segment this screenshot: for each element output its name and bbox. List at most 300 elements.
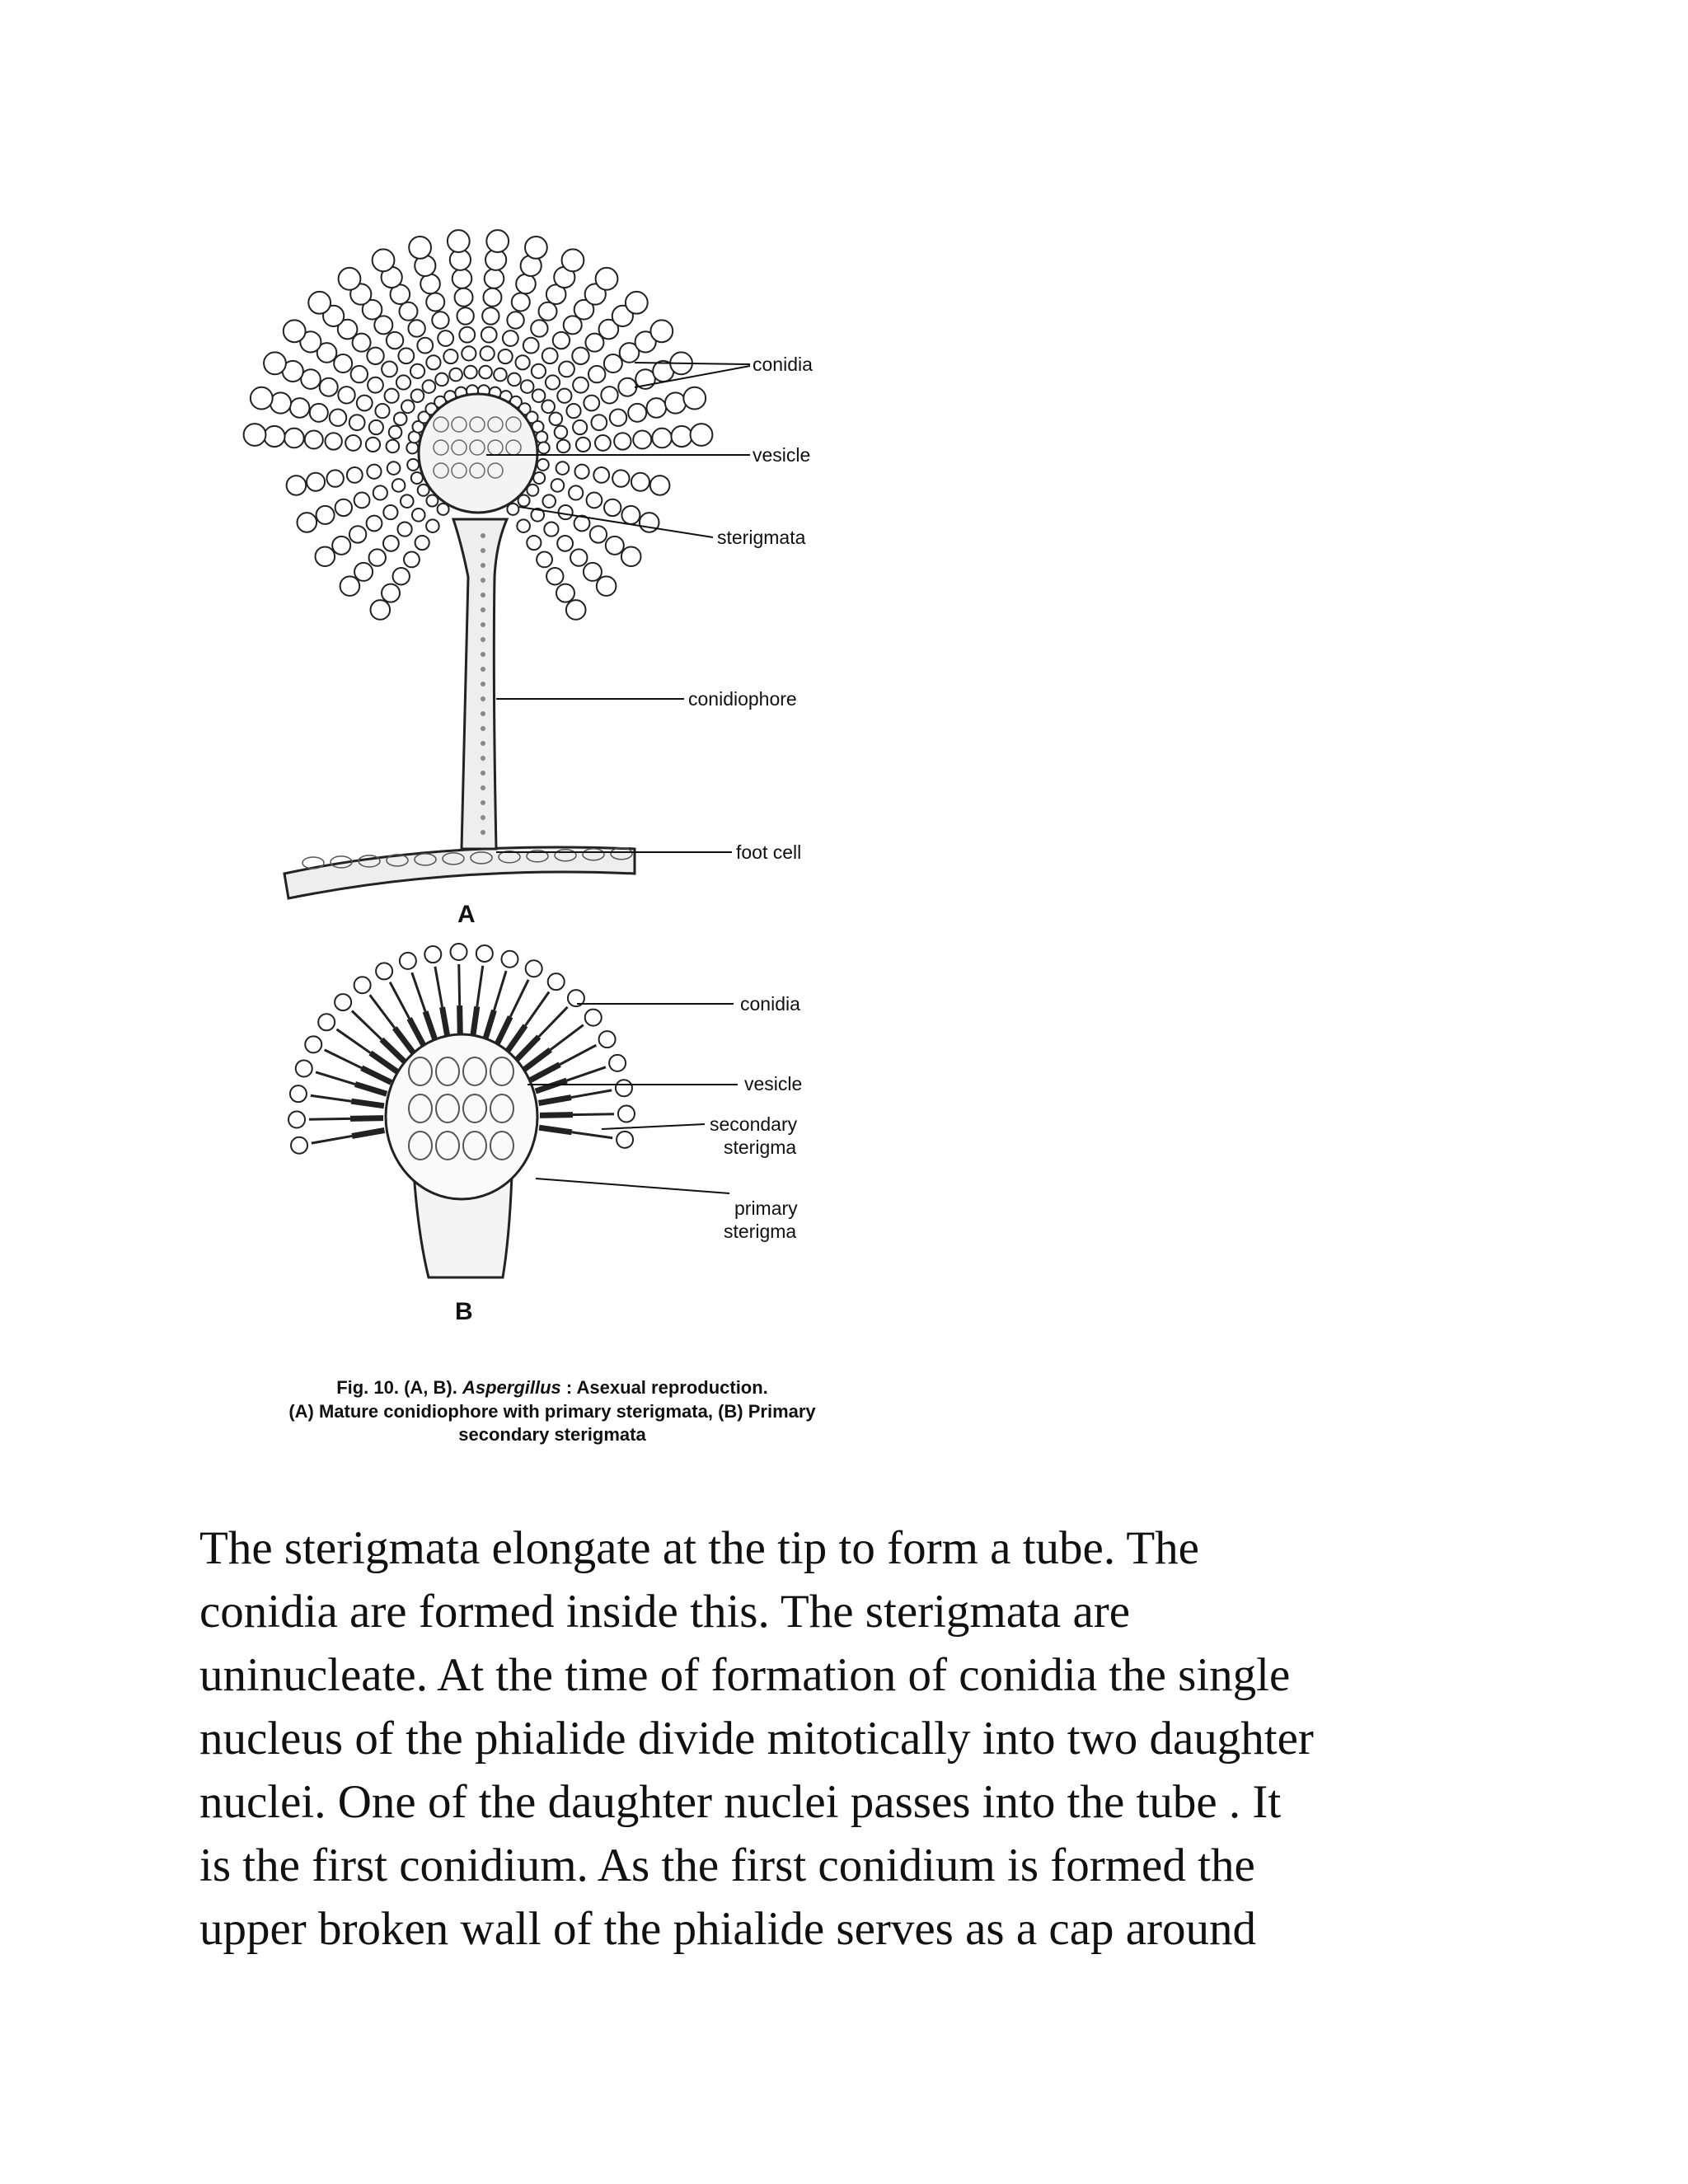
conidium: [462, 346, 476, 360]
secondary-sterigma: [459, 964, 460, 1005]
conidium: [296, 1061, 312, 1077]
conidium: [537, 552, 552, 568]
conidium: [601, 387, 617, 403]
conidium: [351, 366, 368, 382]
conidium: [590, 526, 607, 542]
conidium: [464, 366, 477, 379]
conidium: [264, 352, 286, 374]
conidium: [326, 470, 343, 486]
conidium: [411, 472, 423, 484]
primary-sterigma: [362, 1068, 392, 1083]
conidium: [382, 584, 400, 602]
secondary-sterigma: [525, 991, 549, 1025]
conidium: [400, 953, 416, 969]
stalk-granule: [481, 771, 485, 776]
conidium: [650, 476, 670, 495]
label-a-vesicle: vesicle: [753, 444, 811, 466]
conidium: [628, 404, 646, 422]
primary-sterigma: [485, 1010, 495, 1042]
conidium: [610, 410, 626, 426]
conidium: [387, 440, 400, 453]
primary-sterigma: [370, 1053, 397, 1072]
conidium: [411, 389, 424, 402]
conidium: [533, 472, 545, 484]
conidium: [515, 355, 529, 369]
leader-line: [602, 1124, 705, 1129]
conidium: [523, 338, 539, 354]
paragraph-line: nucleus of the phialide divide mitotically into two daughter: [199, 1713, 1314, 1765]
panel-b-letter: B: [455, 1298, 473, 1325]
secondary-sterigma: [311, 1095, 352, 1101]
conidium: [597, 576, 617, 596]
conidium: [537, 459, 549, 471]
label-a-sterigmata: sterigmata: [717, 527, 806, 548]
label-b-secondary-sterigma: sterigma: [724, 1137, 797, 1158]
conidium: [401, 494, 414, 508]
primary-sterigma: [395, 1028, 415, 1054]
conidium: [671, 426, 692, 447]
conidium: [556, 462, 570, 475]
conidium: [587, 493, 603, 509]
conidium: [291, 1137, 307, 1154]
primary-sterigma: [506, 1025, 525, 1052]
stalk-granule: [481, 622, 485, 627]
conidium: [367, 516, 382, 532]
conidium: [310, 404, 328, 422]
conidium: [369, 420, 383, 434]
conidium: [570, 549, 587, 565]
conidium: [410, 364, 424, 378]
conidium: [244, 424, 266, 446]
secondary-sterigma: [567, 1067, 606, 1080]
conidium: [532, 364, 546, 378]
conidium: [584, 396, 599, 411]
primary-sterigma: [351, 1101, 384, 1106]
conidium: [345, 435, 361, 451]
stalk-granule: [481, 830, 485, 835]
secondary-sterigma: [571, 1090, 612, 1098]
conidium: [557, 440, 570, 453]
figure-caption: [190, 1376, 915, 1447]
conidium: [315, 546, 335, 566]
conidium: [546, 375, 560, 389]
conidium: [591, 415, 607, 430]
conidium: [486, 230, 509, 252]
caption-line-3: secondary sterigmata: [458, 1424, 646, 1446]
conidium: [290, 1085, 307, 1102]
conidium: [647, 398, 667, 418]
conidium: [595, 435, 611, 451]
conidium: [596, 268, 618, 290]
conidium: [512, 293, 530, 311]
secondary-sterigma: [539, 1007, 568, 1037]
conidium: [449, 368, 462, 382]
caption-line-1: Fig. 10. (A, B). Aspergillus : Asexual reproduction.: [336, 1377, 768, 1398]
conidium: [549, 412, 562, 425]
conidium: [316, 506, 335, 524]
secondary-sterigma: [312, 1136, 352, 1143]
primary-sterigma: [350, 1118, 383, 1119]
conidium: [526, 960, 542, 977]
conidium: [284, 429, 304, 448]
conidium: [330, 410, 346, 426]
conidium: [555, 426, 568, 439]
conidium: [305, 1036, 321, 1052]
conidium: [290, 398, 310, 418]
conidium: [385, 389, 399, 403]
leader-line: [635, 363, 750, 364]
conidium: [339, 268, 361, 290]
primary-sterigma: [540, 1115, 573, 1116]
conidium: [398, 348, 414, 363]
stalk-granule: [481, 652, 485, 657]
conidium: [617, 1132, 633, 1148]
conidium: [392, 479, 406, 492]
conidium: [347, 467, 363, 483]
conidium: [508, 373, 521, 387]
conidium: [426, 355, 440, 369]
conidium: [612, 470, 629, 486]
conidium: [338, 387, 354, 403]
stalk-granule: [481, 548, 485, 553]
label-a-conidiophore: conidiophore: [688, 688, 797, 710]
panel-a-drawing: [190, 190, 915, 915]
conidium: [532, 389, 546, 402]
conidium: [455, 288, 473, 307]
conidium: [538, 442, 550, 453]
stalk-granule: [481, 711, 485, 716]
conidium: [387, 462, 401, 475]
conidium: [435, 373, 448, 387]
conidium: [593, 467, 609, 483]
conidium: [604, 354, 622, 373]
conidium: [354, 563, 373, 581]
stalk-granule: [481, 578, 485, 583]
conidiophore-stalk: [453, 519, 507, 849]
hypha: [284, 847, 635, 898]
conidium: [566, 600, 586, 620]
panel-a-letter: A: [457, 901, 476, 928]
conidium: [370, 600, 390, 620]
conidium: [574, 465, 588, 479]
conidium: [354, 493, 370, 509]
conidium: [542, 494, 556, 508]
paragraph-line: uninucleate. At the time of formation of conidia the single: [199, 1649, 1291, 1701]
conidium: [426, 293, 444, 311]
stalk-granule: [481, 563, 485, 568]
conidium: [599, 1031, 616, 1047]
conidium: [438, 330, 453, 346]
conidium: [335, 994, 351, 1010]
stalk-granule: [481, 667, 485, 672]
conidium: [409, 237, 431, 259]
conidium: [546, 568, 563, 584]
conidium: [318, 1014, 335, 1030]
conidium: [406, 442, 418, 453]
conidium: [527, 536, 541, 550]
conidium: [536, 431, 547, 443]
conidium: [288, 1111, 305, 1127]
conidium: [621, 506, 640, 524]
secondary-sterigma: [325, 1050, 362, 1068]
conidium: [633, 430, 651, 448]
conidium: [376, 963, 392, 979]
primary-sterigma: [539, 1098, 571, 1104]
conidium: [572, 348, 588, 364]
conidium: [340, 576, 360, 596]
conidium: [349, 415, 365, 430]
conidium: [369, 549, 386, 565]
primary-sterigma: [531, 1065, 560, 1080]
conidium: [408, 320, 424, 336]
conidium: [618, 378, 636, 396]
conidium: [559, 505, 573, 519]
primary-sterigma: [539, 1127, 572, 1132]
conidium: [407, 459, 419, 471]
primary-sterigma: [410, 1019, 425, 1047]
conidium: [448, 230, 470, 252]
conidium: [426, 519, 439, 532]
conidium: [551, 479, 565, 492]
secondary-sterigma: [390, 982, 409, 1019]
secondary-sterigma: [477, 966, 483, 1007]
primary-sterigma: [496, 1017, 511, 1047]
conidium: [481, 327, 497, 343]
paragraph-line: conidia are formed inside this. The sterigmata are: [199, 1586, 1131, 1638]
conidium: [494, 368, 507, 382]
conidium: [373, 485, 387, 499]
secondary-sterigma: [352, 1010, 382, 1039]
conidium: [349, 526, 366, 542]
conidium: [373, 249, 395, 271]
conidium: [640, 513, 659, 532]
conidium: [368, 377, 383, 393]
conidium: [298, 513, 317, 532]
secondary-sterigma: [573, 1114, 614, 1115]
conidium: [423, 380, 436, 393]
label-b-vesicle: vesicle: [744, 1073, 803, 1094]
conidium: [270, 392, 291, 413]
conidium: [501, 951, 518, 968]
conidium: [618, 1106, 635, 1122]
conidium: [544, 522, 558, 536]
conidium: [531, 320, 547, 336]
conidium: [556, 584, 574, 602]
primary-sterigma: [355, 1085, 387, 1094]
conidium: [354, 977, 371, 993]
label-a-foot-cell: foot cell: [736, 841, 802, 863]
conidium: [588, 366, 605, 382]
conidium: [443, 349, 457, 363]
label-b-conidia: conidia: [740, 993, 800, 1015]
stalk-granule: [481, 785, 485, 790]
conidium: [542, 401, 555, 414]
conidium: [584, 563, 602, 581]
conidium: [616, 1080, 632, 1096]
paragraph-line: is the first conidium. As the first conidium is formed the: [199, 1840, 1255, 1891]
conidium: [683, 387, 706, 410]
stalk-granule: [481, 800, 485, 805]
conidium: [485, 269, 504, 288]
secondary-sterigma: [435, 967, 443, 1007]
secondary-sterigma: [370, 995, 395, 1028]
conidium: [609, 1055, 626, 1071]
conidium: [479, 366, 492, 379]
secondary-sterigma: [336, 1029, 370, 1053]
label-b-primary: primary: [734, 1197, 798, 1219]
conidium: [375, 404, 389, 418]
conidium: [452, 269, 472, 288]
conidium: [424, 946, 441, 963]
secondary-sterigma: [494, 971, 506, 1010]
secondary-sterigma: [510, 980, 528, 1017]
conidium: [357, 396, 373, 411]
vesicle: [386, 1034, 537, 1199]
conidium: [606, 537, 624, 555]
conidium: [367, 465, 381, 479]
label-a-conidia: conidia: [753, 354, 813, 375]
conidium: [383, 505, 397, 519]
conidium: [396, 375, 410, 389]
conidium: [566, 404, 580, 418]
conidium: [432, 312, 448, 328]
conidium: [332, 537, 350, 555]
conidium: [305, 430, 323, 448]
conidium: [387, 332, 403, 349]
conidium: [614, 433, 631, 449]
conidium: [573, 377, 588, 393]
stalk-granule: [481, 533, 485, 538]
conidium: [420, 274, 440, 294]
primary-sterigma: [382, 1039, 406, 1062]
conidium: [539, 302, 557, 321]
conidium: [335, 499, 352, 516]
secondary-sterigma: [560, 1045, 596, 1064]
conidium: [559, 361, 574, 377]
stalk-granule: [481, 696, 485, 701]
conidium: [404, 552, 420, 568]
conidium: [503, 330, 518, 346]
primary-sterigma: [425, 1011, 436, 1043]
conidium: [569, 485, 583, 499]
conidium: [542, 348, 558, 363]
conidium: [665, 392, 686, 413]
conidium: [308, 292, 331, 314]
conidium: [548, 973, 565, 990]
primary-sterigma: [352, 1130, 384, 1136]
conidium: [415, 536, 429, 550]
conidium: [325, 433, 341, 449]
conidium: [451, 944, 467, 960]
label-b-secondary: secondary: [710, 1113, 798, 1135]
conidium: [562, 249, 584, 271]
leader-line: [536, 1179, 729, 1193]
conidium: [553, 332, 570, 349]
conidium: [457, 307, 473, 324]
conidium: [507, 312, 523, 328]
conidium: [366, 438, 380, 452]
conidium: [650, 320, 673, 342]
conidium: [320, 378, 338, 396]
stalk-granule: [481, 815, 485, 820]
conidium: [521, 380, 534, 393]
stalk-granule: [481, 726, 485, 731]
conidium: [525, 237, 547, 259]
conidium: [481, 346, 495, 360]
stalk-granule: [481, 637, 485, 642]
conidium: [585, 1010, 602, 1026]
primary-sterigma: [516, 1037, 539, 1061]
conidium: [576, 438, 590, 452]
conidium: [251, 387, 273, 410]
secondary-sterigma: [316, 1072, 355, 1085]
label-b-primary-sterigma: sterigma: [724, 1221, 797, 1242]
conidium: [307, 473, 325, 491]
conidium: [626, 292, 648, 314]
aspergillus-figure: [190, 190, 915, 1492]
body-paragraph: [199, 1516, 1518, 1961]
conidium: [482, 307, 499, 324]
conidium: [334, 354, 352, 373]
conidium: [382, 361, 397, 377]
stalk-granule: [481, 593, 485, 598]
conidium: [284, 320, 306, 342]
stalk-granule: [481, 682, 485, 687]
conidium: [459, 327, 475, 343]
conidium: [631, 473, 649, 491]
paragraph-line: The sterigmata elongate at the tip to form a tube. The: [199, 1522, 1199, 1574]
conidium: [394, 412, 407, 425]
stalk-granule: [481, 741, 485, 746]
conidium: [412, 509, 425, 522]
conidium: [397, 522, 411, 536]
secondary-sterigma: [551, 1025, 584, 1050]
conidium: [573, 420, 587, 434]
primary-sterigma: [536, 1080, 567, 1091]
stalk-granule: [481, 756, 485, 761]
secondary-sterigma: [412, 972, 425, 1011]
conidium: [399, 302, 417, 321]
conidium: [691, 424, 713, 446]
conidium: [652, 429, 672, 448]
secondary-sterigma: [572, 1132, 613, 1138]
paragraph-line: upper broken wall of the phialide serves as a cap around: [199, 1903, 1257, 1955]
conidium: [401, 401, 415, 414]
panel-b-drawing: [190, 931, 915, 1327]
conidium: [483, 288, 501, 307]
paragraph-line: nuclei. One of the daughter nuclei passes into the tube . It: [199, 1776, 1282, 1828]
conidium: [264, 426, 284, 447]
conidium: [476, 945, 493, 962]
conidium: [604, 499, 621, 516]
caption-line-2: (A) Mature conidiophore with primary sterigmata, (B) Primary: [288, 1400, 816, 1422]
stalk-granule: [481, 607, 485, 612]
conidium: [367, 348, 383, 364]
conidium: [393, 568, 410, 584]
conidium: [287, 476, 307, 495]
conidium: [389, 426, 402, 439]
secondary-sterigma: [309, 1118, 350, 1119]
conidium: [557, 536, 573, 551]
conidium: [499, 349, 513, 363]
conidium: [557, 389, 571, 403]
conidium: [516, 274, 536, 294]
conidium: [517, 519, 530, 532]
conidium: [417, 338, 433, 354]
conidium: [383, 536, 399, 551]
primary-sterigma: [524, 1050, 551, 1070]
conidium: [621, 546, 641, 566]
